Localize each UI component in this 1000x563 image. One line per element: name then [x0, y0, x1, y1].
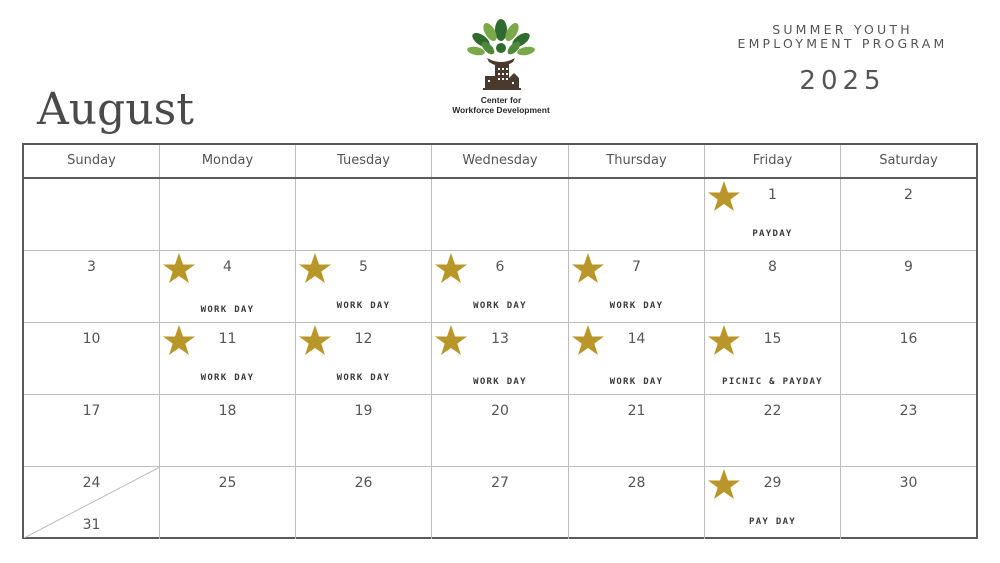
week-row — [24, 467, 976, 539]
day-cell-1[interactable] — [705, 179, 841, 250]
day-note: WORK DAY — [336, 373, 391, 383]
day-cell-23[interactable] — [841, 395, 976, 466]
day-number: 3 — [87, 259, 96, 275]
day-cell-27[interactable] — [432, 467, 569, 539]
day-note: PAYDAY — [752, 229, 793, 239]
day-cell-18[interactable] — [160, 395, 296, 466]
day-cell-19[interactable] — [296, 395, 432, 466]
day-number: 13 — [491, 331, 509, 347]
day-note: WORK DAY — [200, 305, 255, 315]
day-number: 18 — [218, 403, 237, 419]
day-cell-20[interactable] — [432, 395, 569, 466]
day-cell-14[interactable] — [569, 323, 705, 394]
logo-text-line1: Center for — [480, 95, 522, 105]
day-cell-12[interactable] — [296, 323, 432, 394]
day-number: 5 — [359, 259, 368, 275]
day-cell-empty — [432, 179, 569, 250]
day-number: 6 — [495, 259, 505, 275]
day-cell-2[interactable] — [841, 179, 976, 250]
weekday-header-sunday: Sunday — [24, 145, 160, 177]
day-number: 2 — [904, 187, 913, 203]
day-number: 21 — [627, 403, 646, 419]
day-note: PICNIC & PAYDAY — [722, 377, 823, 387]
weekday-header-monday: Monday — [160, 145, 296, 177]
day-cell-3[interactable] — [24, 251, 160, 322]
day-note: WORK DAY — [609, 377, 664, 387]
day-note: WORK DAY — [473, 377, 527, 387]
day-number: 24 — [82, 475, 101, 491]
day-cell-29[interactable] — [705, 467, 841, 539]
weekday-header-thursday: Thursday — [569, 145, 705, 177]
day-note: WORK DAY — [609, 301, 664, 311]
day-number: 17 — [82, 403, 101, 419]
day-number: 22 — [763, 403, 782, 419]
day-number: 29 — [763, 475, 782, 491]
day-cell-8[interactable] — [705, 251, 841, 322]
week-row — [24, 323, 976, 395]
day-cell-7[interactable] — [569, 251, 705, 322]
day-number: 12 — [354, 331, 373, 347]
day-number: 8 — [768, 259, 777, 275]
day-number: 20 — [491, 403, 509, 419]
day-cell-4[interactable] — [160, 251, 296, 322]
week-row — [24, 395, 976, 467]
day-number-secondary: 31 — [82, 517, 101, 533]
day-cell-11[interactable] — [160, 323, 296, 394]
day-number: 19 — [354, 403, 373, 419]
day-note: WORK DAY — [200, 373, 255, 383]
day-number: 10 — [82, 331, 101, 347]
day-number: 27 — [491, 475, 509, 491]
day-cell-13[interactable] — [432, 323, 569, 394]
day-number: 30 — [899, 475, 918, 491]
day-number: 15 — [763, 331, 782, 347]
week-row — [24, 179, 976, 251]
day-number: 4 — [223, 259, 232, 275]
day-note: WORK DAY — [336, 301, 391, 311]
day-cell-26[interactable] — [296, 467, 432, 539]
year-label: 2025 — [799, 66, 886, 96]
day-cell-30[interactable] — [841, 467, 976, 539]
tree-logo-icon — [463, 18, 539, 94]
day-number: 11 — [218, 331, 237, 347]
day-cell-6[interactable] — [432, 251, 569, 322]
week-row — [24, 251, 976, 323]
day-number: 25 — [218, 475, 237, 491]
day-cell-empty — [24, 179, 160, 250]
day-cell-24[interactable] — [24, 467, 160, 539]
day-cell-16[interactable] — [841, 323, 976, 394]
day-cell-21[interactable] — [569, 395, 705, 466]
day-cell-empty — [160, 179, 296, 250]
day-number: 7 — [632, 259, 641, 275]
program-title-line1: SUMMER YOUTH — [772, 22, 913, 37]
month-title: August — [37, 84, 194, 135]
day-number: 28 — [627, 475, 646, 491]
day-number: 26 — [354, 475, 373, 491]
weekday-header-saturday: Saturday — [879, 153, 938, 168]
program-title — [720, 23, 965, 51]
weekday-header-wednesday: Wednesday — [432, 145, 569, 177]
calendar-grid — [22, 143, 978, 539]
day-number: 23 — [899, 403, 918, 419]
day-number: 14 — [627, 331, 646, 347]
day-cell-9[interactable] — [841, 251, 976, 322]
day-cell-empty — [296, 179, 432, 250]
day-cell-22[interactable] — [705, 395, 841, 466]
day-note: PAY DAY — [748, 517, 797, 527]
day-cell-10[interactable] — [24, 323, 160, 394]
day-number: 9 — [904, 259, 913, 275]
weekday-header-friday: Friday — [705, 145, 841, 177]
organization-logo — [440, 18, 562, 122]
weekday-header-tuesday: Tuesday — [296, 145, 432, 177]
day-note: WORK DAY — [473, 301, 527, 311]
day-cell-15[interactable] — [705, 323, 841, 394]
day-cell-25[interactable] — [160, 467, 296, 539]
day-cell-17[interactable] — [24, 395, 160, 466]
weekday-header-row — [24, 145, 976, 179]
day-cell-28[interactable] — [569, 467, 705, 539]
day-number: 1 — [768, 187, 777, 203]
logo-text-line2: Workforce Development — [452, 105, 550, 115]
program-title-line2: EMPLOYMENT PROGRAM — [737, 36, 948, 51]
day-number: 16 — [899, 331, 918, 347]
day-cell-5[interactable] — [296, 251, 432, 322]
day-cell-empty — [569, 179, 705, 250]
